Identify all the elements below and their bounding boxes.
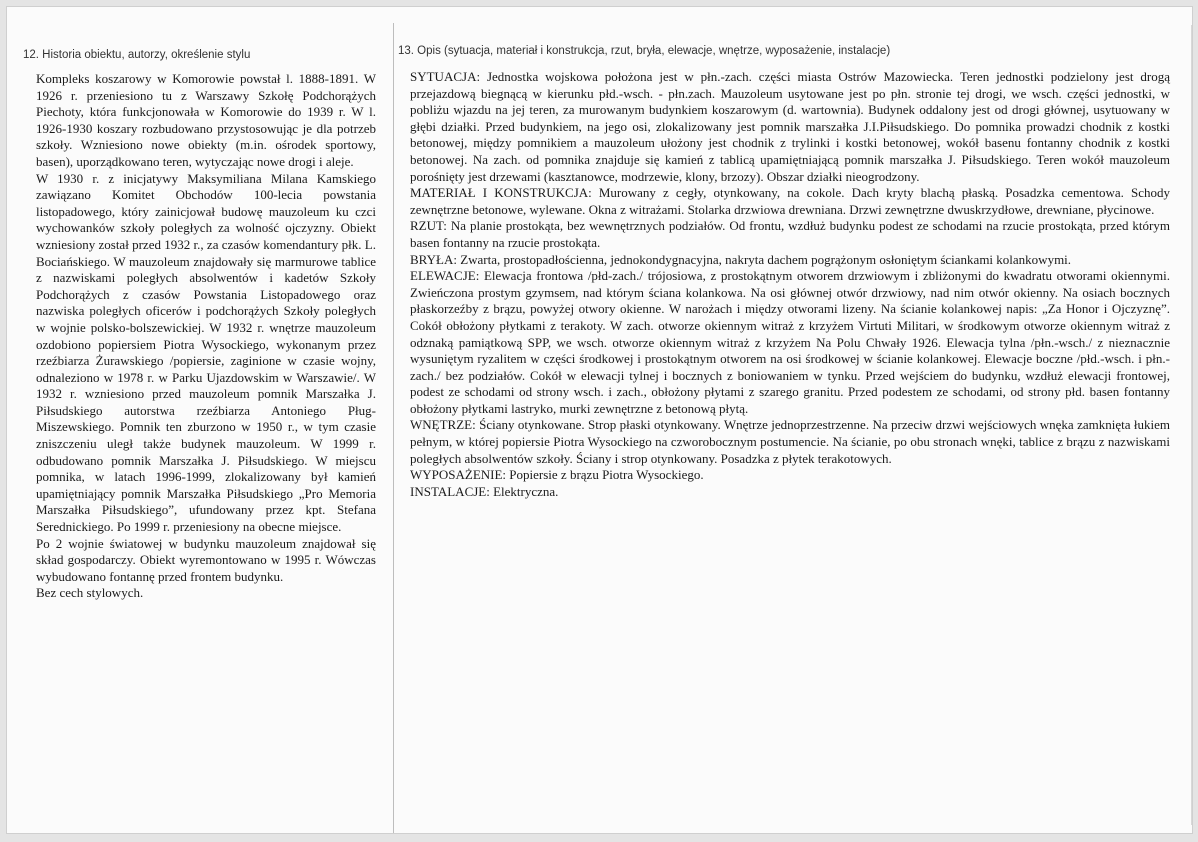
elevations-paragraph: ELEWACJE: Elewacja frontowa /płd-zach./ trójosiowa, z prostokątnym otworem drzwiowym i zbliżonymi do kwadratu otworami okiennymi. Zwieńczona prostym gzymsem, nad którym ściana kolankowa. Na osi głównej otwór drzwiowy, nad nim otwór okienny. Na osiach bocznych płaskorzeźby z brązu, powyżej otwory okienne. W narożach i między otworami lizeny. Na ścianie kolankowej napis: „Za Honor i Ojczyznę”. Cokół obłożony płytkami z terakoty. W zach. otworze okiennym witraż z krzyżem Virtuti Militari, w środkowym otworze okiennym witraż z odznaką pamiątkową SPP, we wsch. otworze okiennym witraż z krzyżem Na Polu Chwały 1926. Elewacja tylna /płn.-wsch./ z nieznacznie wysuniętym ryzalitem w części środkowej i prostokątnym otworem na osi środkowej w ścianie kolankowej. Elewacje boczne /płd.-wsch. i płn.-zach./ bez podziałów. Cokół w elewacji tylnej i bocznych z boniowaniem w tynku. Przed wejściem do budynku, wzdłuż elewacji frontowej, podest ze schodami od strony wsch. i zach., obłożony płytami z szarego granitu. Przed podestem ze schodami, od strony płd. basen fontanny obłożony płytkami lastryko, murki zewnętrzne z betonową płytą. [410,268,1170,416]
history-paragraph: Po 2 wojnie światowej w budynku mauzoleum znajdował się skład gospodarczy. Obiekt wyremontowano w 1995 r. Wówczas wybudowano fontannę przed frontem budynku. [36,535,376,584]
massing-paragraph: BRYŁA: Zwarta, prostopadłościenna, jednokondygnacyjna, nakryta dachem pogrążonym osłoniętym ściankami kolankowymi. [410,251,1072,267]
description-text [410,69,1170,500]
history-heading: 12. Historia obiektu, autorzy, określenie stylu [23,49,251,61]
history-column [36,47,376,602]
description-column [410,47,1170,500]
page-edge-line [1191,25,1192,825]
history-text [36,71,376,602]
situation-paragraph: SYTUACJA: Jednostka wojskowa położona jest w płn.-zach. części miasta Ostrów Mazowiecka. Teren jednostki podzielony jest drogą przejazdową biegnącą w kierunku płd.-wsch. - płn.zach. Mauzoleum usytowane jest po płn. stronie tej drogi, we wsch. części jednostki, w pobliżu wjazdu na jej teren, za murowanym budynkiem koszarowym (d. wartownia). Budynek oddalony jest od drogi głównej, usytuowany w głębi działki. Przed budynkiem, na jego osi, zlokalizowany jest pomnik marszałka J.I.Piłsudskiego. Do pomnika prowadzi chodnik z kostki betonowej, między pomnikiem a mauzoleum ułożony jest chodnik z trylinki i kostki betonowej, wokół basenu fontanny chodnik z kostki betonowej. Na zach. od pomnika znajduje się kamień z tablicą upamiętniającą pomnik marszałka J. Piłsudskiego. Teren wokół mauzoleum porośnięty jest drzewami (kasztanowce, modrzewie, klony, brzozy). Obszar działki nieogrodzony. [410,69,1170,184]
material-paragraph: MATERIAŁ I KONSTRUKCJA: Murowany z cegły, otynkowany, na cokole. Dach kryty blachą płaską. Posadzka cementowa. Schody zewnętrzne betonowe, wylewane. Okna z witrażami. Stolarka drzwiowa drewniana. Drzwi zewnętrzne dwuskrzydłowe, drewniane, płycinowe. [410,185,1170,217]
history-paragraph: Bez cech stylowych. [36,585,144,601]
column-divider [393,23,394,833]
furnishings-paragraph: WYPOSAŻENIE: Popiersie z brązu Piotra Wysockiego. [410,467,704,483]
history-paragraph: W 1930 r. z inicjatywy Maksymiliana Milana Kamskiego zawiązano Komitet Obchodów 100-lecia powstania listopadowego, który zainicjował budowę mauzoleum ku czci wychowanków szkoły poległych za wolność ojczyzny. Obiekt wzniesiony został przed 1932 r., za czasów komendantury płk. L. Bociańskiego. W mauzoleum znajdowały się marmurowe tablice z nazwiskami poległych absolwentów i kadetów Szkoły Podchorążych z czasów Powstania Listopadowego oraz nazwiska poległych oficerów i podchorążych Szkoły poległych w wojnie polsko-bolszewickiej. W 1932 r. wnętrze mauzoleum ozdobiono popiersiem Piotra Wysockiego, wykonanym przez rzeźbiarza Żurawskiego /popiersie, zaginione w czasie wojny, odnaleziono w 1978 r. w Parku Ujazdowskim w Warszawie/. W 1932 r. wzniesiono przed mauzoleum pomnik Marszałka J. Piłsudskiego autorstwa rzeźbiarza Antoniego Pług-Miszewskiego. Pomnik ten zburzono w 1950 r., w tym czasie zniszczeniu uległ także budynek mauzoleum. W 1999 r. odbudowano pomnik Marszałka J. Piłsudskiego. W miejscu pomnika, w latach 1996-1999, zlokalizowany był kamień upamiętniający pomnik Marszałka Piłsudskiego „Pro Memoria Marszałka Piłsudskiego”, ufundowany przez kpt. Stefana Serednickiego. Po 1999 r. przeniesiony na obecne miejsce. [36,170,376,535]
installations-paragraph: INSTALACJE: Elektryczna. [410,483,559,499]
plan-paragraph: RZUT: Na planie prostokąta, bez wewnętrznych podziałów. Od frontu, wzdłuż budynku podest ze schodami na rzucie prostokąta, przed którym basen fontanny na rzucie prostokąta. [410,218,1170,250]
history-paragraph: Kompleks koszarowy w Komorowie powstał l. 1888-1891. W 1926 r. przeniesiono tu z Warszawy Szkołę Podchorążych Piechoty, która funkcjonowała w Komorowie do 1939 r. W l. 1926-1930 koszary rozbudowano przystosowując je dla potrzeb szkoły. Wzniesiono nowe obiekty (m.in. ośrodek sportowy, basen), uporządkowano teren, wytyczając nowe drogi i aleje. [36,71,376,169]
interior-paragraph: WNĘTRZE: Ściany otynkowane. Strop płaski otynkowany. Wnętrze jednoprzestrzenne. Na przeciw drzwi wejściowych wnęka zamknięta łukiem pełnym, w której popiersie Piotra Wysockiego na czworobocznym postumencie. Na ścianie, po obu stronach wnęki, tablice z brązu z nazwiskami poległych absolwentów szkoły. Ściany i strop otynkowany. Posadzka z płytek terakotowych. [410,417,1170,466]
description-heading: 13. Opis (sytuacja, materiał i konstrukcja, rzut, bryła, elewacje, wnętrze, wyposażenie, instalacje) [398,45,891,57]
